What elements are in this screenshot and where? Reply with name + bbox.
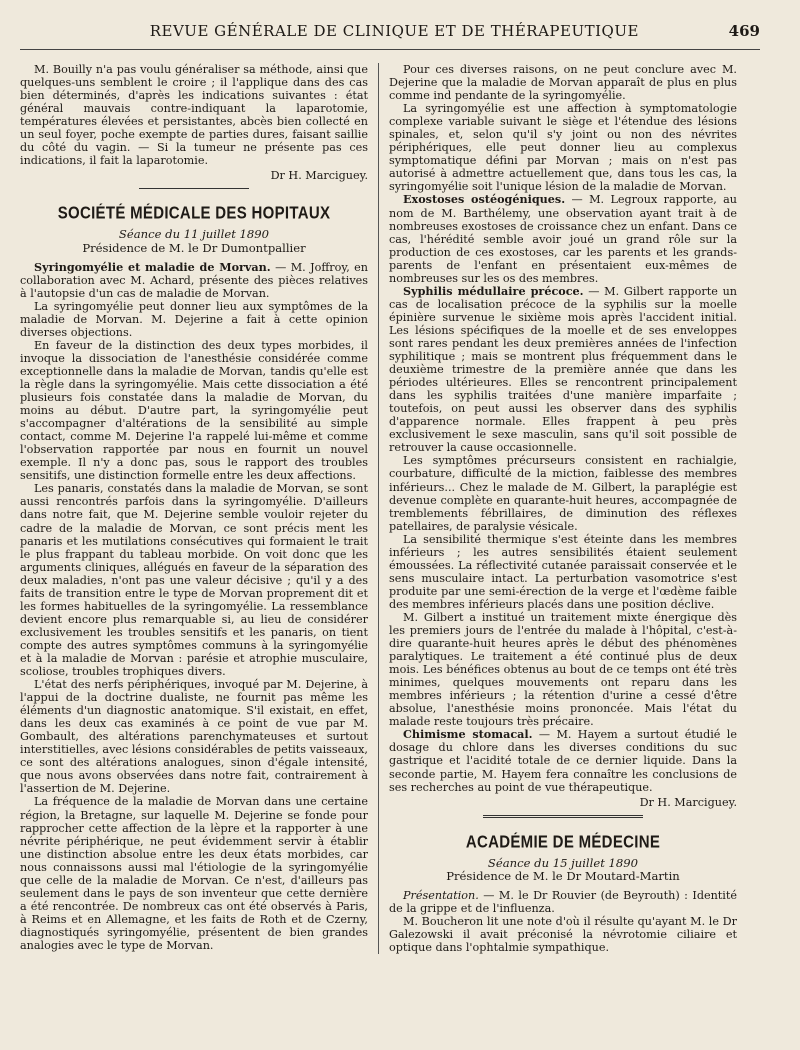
topic-text: — M. Legroux rapporte, au nom de M. Barthélemy, une observation ayant trait à de nombreuses exostoses de croissance chez un enfant. Dans ce cas, l'hérédité semble avoir joué un grand rôle sur la production de ces exostoses, car les parents et les grands-parents de l'enfant en présentaient eux-mêmes de nombreuses sur les os des membres. bbox=[389, 193, 738, 285]
presidency: Présidence de M. le Dr Dumontpallier bbox=[82, 240, 306, 255]
signature: Dr H. Marciguey. bbox=[639, 795, 737, 809]
topic-text: — M. Joffroy, en collaboration avec M. Achard, présente des pièces relatives à l'autopsie d'un cas de maladie de Morvan. bbox=[20, 260, 368, 300]
topic-heading: Exostoses ostéogéniques. bbox=[403, 192, 566, 207]
paragraph: La fréquence de la maladie de Morvan dans une certaine région, la Bretagne, sur laquelle M. Dejerine se fonde pour rapprocher cette affection de la lèpre et la rapporter à une névrite périphérique, ne peut évidemment servir à établir une distinction absolue entre les deux états morbides, car nous connaissons aussi mal l'étiologie de la syringomyélie que celle de la maladie de Morvan. Ce n'est, d'ailleurs pas seulement dans le pays de son inventeur que cette dernière a été rencontrée. De nombreux cas ont été observés à Paris, à Reims et en Allemagne, et les faits de Roth et de Czerny, diagnostiqués syringomyélie, présentent de bien grandes analogies avec le type de Morvan. bbox=[20, 795, 368, 952]
presentation-label: Présentation. bbox=[403, 888, 479, 902]
paragraph bbox=[389, 285, 737, 455]
divider bbox=[139, 188, 249, 189]
paragraph: M. Gilbert a institué un traitement mixte énergique dès les premiers jours de l'entrée du malade à l'hôpital, c'est-à-dire quarante-huit heures après le début des phénomènes paralytiques. Le traitement a été continué plus de deux mois. Les bénéfices obtenus au bout de ce temps ont été très minimes, quelques mouvements ont reparu dans les membres inférieurs ; la rétention d'urine a cessé d'être absolue, l'anesthésie moins prononcée. Mais l'état du malade reste toujours très précaire. bbox=[389, 610, 737, 729]
signature: Dr H. Marciguey. bbox=[270, 169, 368, 183]
session-date: Séance du 11 juillet 1890 bbox=[118, 227, 270, 242]
right-column bbox=[378, 63, 737, 954]
session-date: Séance du 15 juillet 1890 bbox=[487, 855, 639, 870]
topic-heading: Chimisme stomacal. bbox=[403, 727, 533, 742]
paragraph: M. Boucheron lit une note d'où il résulte qu'ayant M. le Dr Galezowski il avait préconisé la névrotomie ciliaire et optique dans l'ophtalmie sympathique. bbox=[389, 914, 737, 954]
paragraph: La syringomyélie peut donner lieu aux symptômes de la maladie de Morvan. M. Dejerine a fait à cette opinion diverses objections. bbox=[20, 299, 368, 339]
topic-heading: Syphilis médullaire précoce. bbox=[403, 283, 584, 298]
paragraph: Les symptômes précurseurs consistent en rachialgie, courbature, difficulté de la miction, faiblesse des membres inférieurs... Chez le malade de M. Gilbert, la paraplégie est devenue complète en quarante-huit heures, accompagnée de tremblements fébrillaires, de diminution des réflexes patellaires, de paralysie vésicale. bbox=[389, 454, 737, 533]
divider bbox=[483, 815, 643, 818]
presidency: Présidence de M. le Dr Moutard-Martin bbox=[446, 868, 680, 883]
two-column-body bbox=[20, 63, 760, 954]
topic-text: — M. Hayem a surtout étudié le dosage du chlore dans les diverses conditions du suc gastrique et l'acidité totale de ce dernier liquide. Dans la seconde partie, M. Hayem fera connaître les conclusions de ses recherches au point de vue thérapeutique. bbox=[389, 728, 737, 794]
left-column bbox=[20, 63, 378, 954]
paragraph: M. Bouilly n'a pas voulu généraliser sa méthode, ainsi que quelques-uns semblent le croire ; il l'applique dans des cas bien déterminés, d'après les indications suivantes : état général mauvais contre-indiquant la laparotomie, températures élevées et persistantes, abcès bien collecté en un seul foyer, poche exempte de parties dures, faisant saillie du côté du vagin. — Si la tumeur ne présente pas ces indications, il fait la laparotomie. bbox=[20, 63, 368, 168]
presentation-text: — M. le Dr Rouvier (de Beyrouth) : Identité de la grippe et de l'influenza. bbox=[389, 888, 737, 915]
paragraph: Les panaris, constatés dans la maladie de Morvan, se sont aussi rencontrés parfois dans la syringomyélie. D'ailleurs dans notre fait, que M. Dejerine semble vouloir rejeter du cadre de la maladie de Morvan, ce sont précis ment les panaris et les mutilations consécutives qui formaient le trait le plus frappant du tableau morbide. On voit donc que les arguments cliniques, allégués en faveur de la séparation des deux maladies, n'ont pas une valeur décisive ; qu'il y a des faits de transition entre le type de Morvan proprement dit et les formes habituelles de la syringomyélie. La ressemblance devient encore plus remarquable si, au lieu de considérer exclusivement les troubles sensitifs et les panaris, on tient compte des autres symptômes communs à la syringomyélie et à la maladie de Morvan : parésie et atrophie musculaire, scoliose, troubles trophiques divers. bbox=[20, 482, 368, 679]
paragraph bbox=[389, 889, 737, 915]
running-title: REVUE GÉNÉRALE DE CLINIQUE ET DE THÉRAPEUTIQUE bbox=[149, 22, 639, 40]
topic-text: — M. Gilbert rapporte un cas de localisation précoce de la syphilis sur la moelle épinière survenue le sixième mois après l'accident initial. Les lésions spécifiques de la moelle et de ses enveloppes sont rares pendant les deux premières années de l'infection syphilitique ; mais se montrent plus fréquemment dans le deuxième trimestre de la première année que dans les périodes ultérieures. Elles se rencontrent principalement dans les syphilis traitées d'une manière imparfaite ; toutefois, on peut aussi les observer dans des syphilis d'apparence normale. Elles frappent à peu près exclusivement le sexe masculin, sans qu'il soit possible de retrouver la cause occasionnelle. bbox=[389, 284, 737, 455]
page-number: 469 bbox=[728, 22, 760, 40]
paragraph: En faveur de la distinction des deux types morbides, il invoque la dissociation de l'anesthésie considérée comme exceptionnelle dans la maladie de Morvan, tandis qu'elle est la règle dans la syringomyélie. Mais cette dissociation a été plusieurs fois constatée dans la maladie de Morvan, du moins au début. D'autre part, la syringomyélie peut s'accompagner d'altérations de la sensibilité au simple contact, comme M. Dejerine l'a rappelé lui-même et comme l'observation rapportée par nous en fournit un nouvel exemple. Il n'y a donc pas, sous le rapport des troubles sensitifs, une distinction formelle entre les deux affections. bbox=[20, 338, 368, 483]
paragraph bbox=[389, 193, 737, 284]
paragraph: La sensibilité thermique s'est éteinte dans les membres inférieurs ; les autres sensibilités étaient seulement émoussées. La réflectivité cutanée paraissait conservée et le sens musculaire intact. La perturbation vasomotrice s'est produite par une semi-érection de la verge et l'œdème faible des membres inférieurs placés dans une position déclive. bbox=[389, 532, 737, 611]
section-title: SOCIÉTÉ MÉDICALE DES HOPITAUX bbox=[57, 204, 331, 224]
running-header bbox=[20, 22, 760, 50]
section-title: ACADÉMIE DE MÉDECINE bbox=[465, 832, 661, 852]
paragraph bbox=[389, 728, 737, 793]
paragraph: La syringomyélie est une affection à symptomatologie complexe variable suivant le siège et l'étendue des lésions spinales, et, selon qu'il s'y joint ou non des névrites périphériques, elle peut donner lieu au complexus symptomatique défini par Morvan ; mais on n'est pas autorisé à admettre actuellement que, dans tous les cas, la syringomyélie soit l'unique lésion de la maladie de Morvan. bbox=[389, 102, 737, 194]
paragraph: Pour ces diverses raisons, on ne peut conclure avec M. Dejerine que la maladie de Morvan apparaît de plus en plus comme ind pendante de la syringomyélie. bbox=[389, 63, 737, 103]
paragraph bbox=[20, 261, 368, 300]
topic-heading: Syringomyélie et maladie de Morvan. bbox=[34, 259, 271, 274]
paragraph: L'état des nerfs périphériques, invoqué par M. Dejerine, à l'appui de la doctrine dualiste, ne fournit pas même les éléments d'un diagnostic anatomique. S'il existait, en effet, dans les deux cas examinés à ce point de vue par M. Gombault, des altérations parenchymateuses et surtout interstitielles, avec lésions considérables de petits vaisseaux, ce sont des altérations analogues, sinon d'égale intensité, que nous avons observées dans notre fait, contrairement à l'assertion de M. Dejerine. bbox=[20, 678, 368, 796]
